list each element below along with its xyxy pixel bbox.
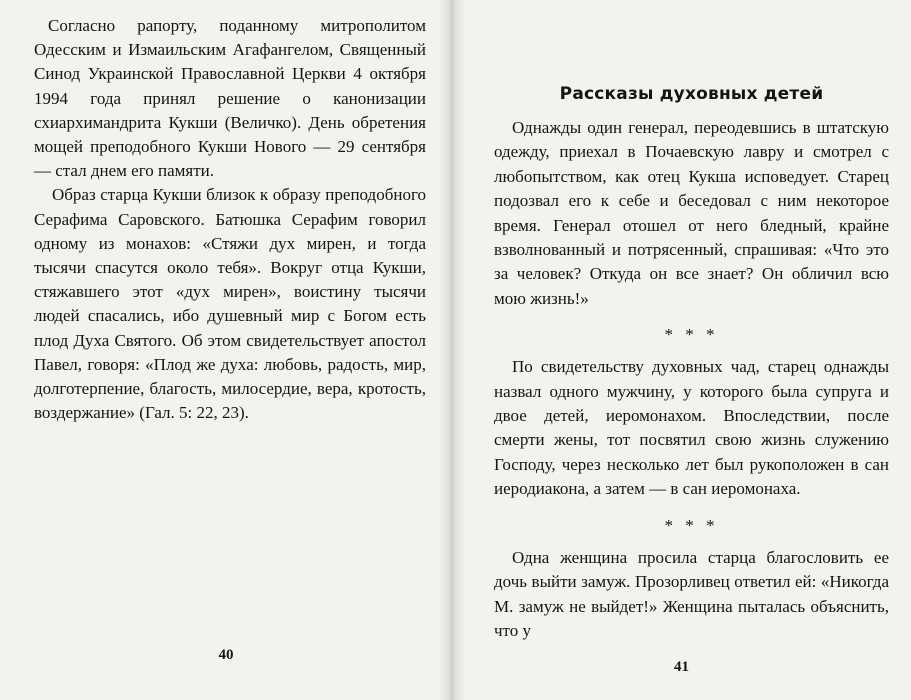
story-2: По свидетельству духовных чад, старец однажды назвал одного мужчину, у которого была супруга и двое детей, иеромонахом. Впоследствии, после смерти жены, тот посвятил свою жизнь служению Господу, через несколько лет был рукоположен в сан иеродиакона, а затем — в сан иеромонаха. <box>494 357 889 499</box>
separator-2: * * * <box>664 515 719 535</box>
left-page <box>0 0 452 700</box>
section-heading: Рассказы духовных детей <box>559 84 824 104</box>
separator-1: * * * <box>664 325 719 345</box>
page-number-right: 41 <box>674 659 689 675</box>
left-paragraph-1: Согласно рапорту, поданному митрополитом Одесским и Измаильским Агафангелом, Священный Синод Украинской Православной Церкви 4 октября 1994 года принял решение о канонизации схиархимандрита Кукши (Величко). День обретения мощей преподобного Кукши Нового — 29 сентября — стал днем его памяти. <box>34 16 426 181</box>
right-page <box>452 0 911 700</box>
story-1: Однажды один генерал, переодевшись в штатскую одежду, приехал в Почаевскую лавру и смотрел с любопытством, как отец Кукша исповедует. Старец подозвал его к себе и беседовал с ним некоторое время. Генерал отошел от него бледный, крайне взволнованный и потрясенный, спрашивая: «Что это за человек? Откуда он все знает? Он обличил всю мою жизнь!» <box>494 118 889 308</box>
page-number-left: 40 <box>218 647 234 663</box>
story-3: Одна женщина просила старца благословить ее дочь выйти замуж. Прозорливец ответил ей: «Никогда М. замуж не выйдет!» Женщина пыталась объяснить, что у <box>494 547 889 640</box>
left-paragraph-2: Образ старца Кукши близок к образу преподобного Серафима Саровского. Батюшка Серафим говорил одному из монахов: «Стяжи дух мирен, и тогда тысячи спасутся около тебя». Вокруг отца Кукши, стяжавшего этот «дух мирен», воистину тысячи людей спасались, ибо душевный мир с Богом есть плод Духа Святого. Об этом свидетельствует апостол Павел, говоря: «Плод же духа: любовь, радость, мир, долготерпение, благость, милосердие, вера, кротость, воздержание» (Гал. 5: 22, 23). <box>34 185 426 423</box>
